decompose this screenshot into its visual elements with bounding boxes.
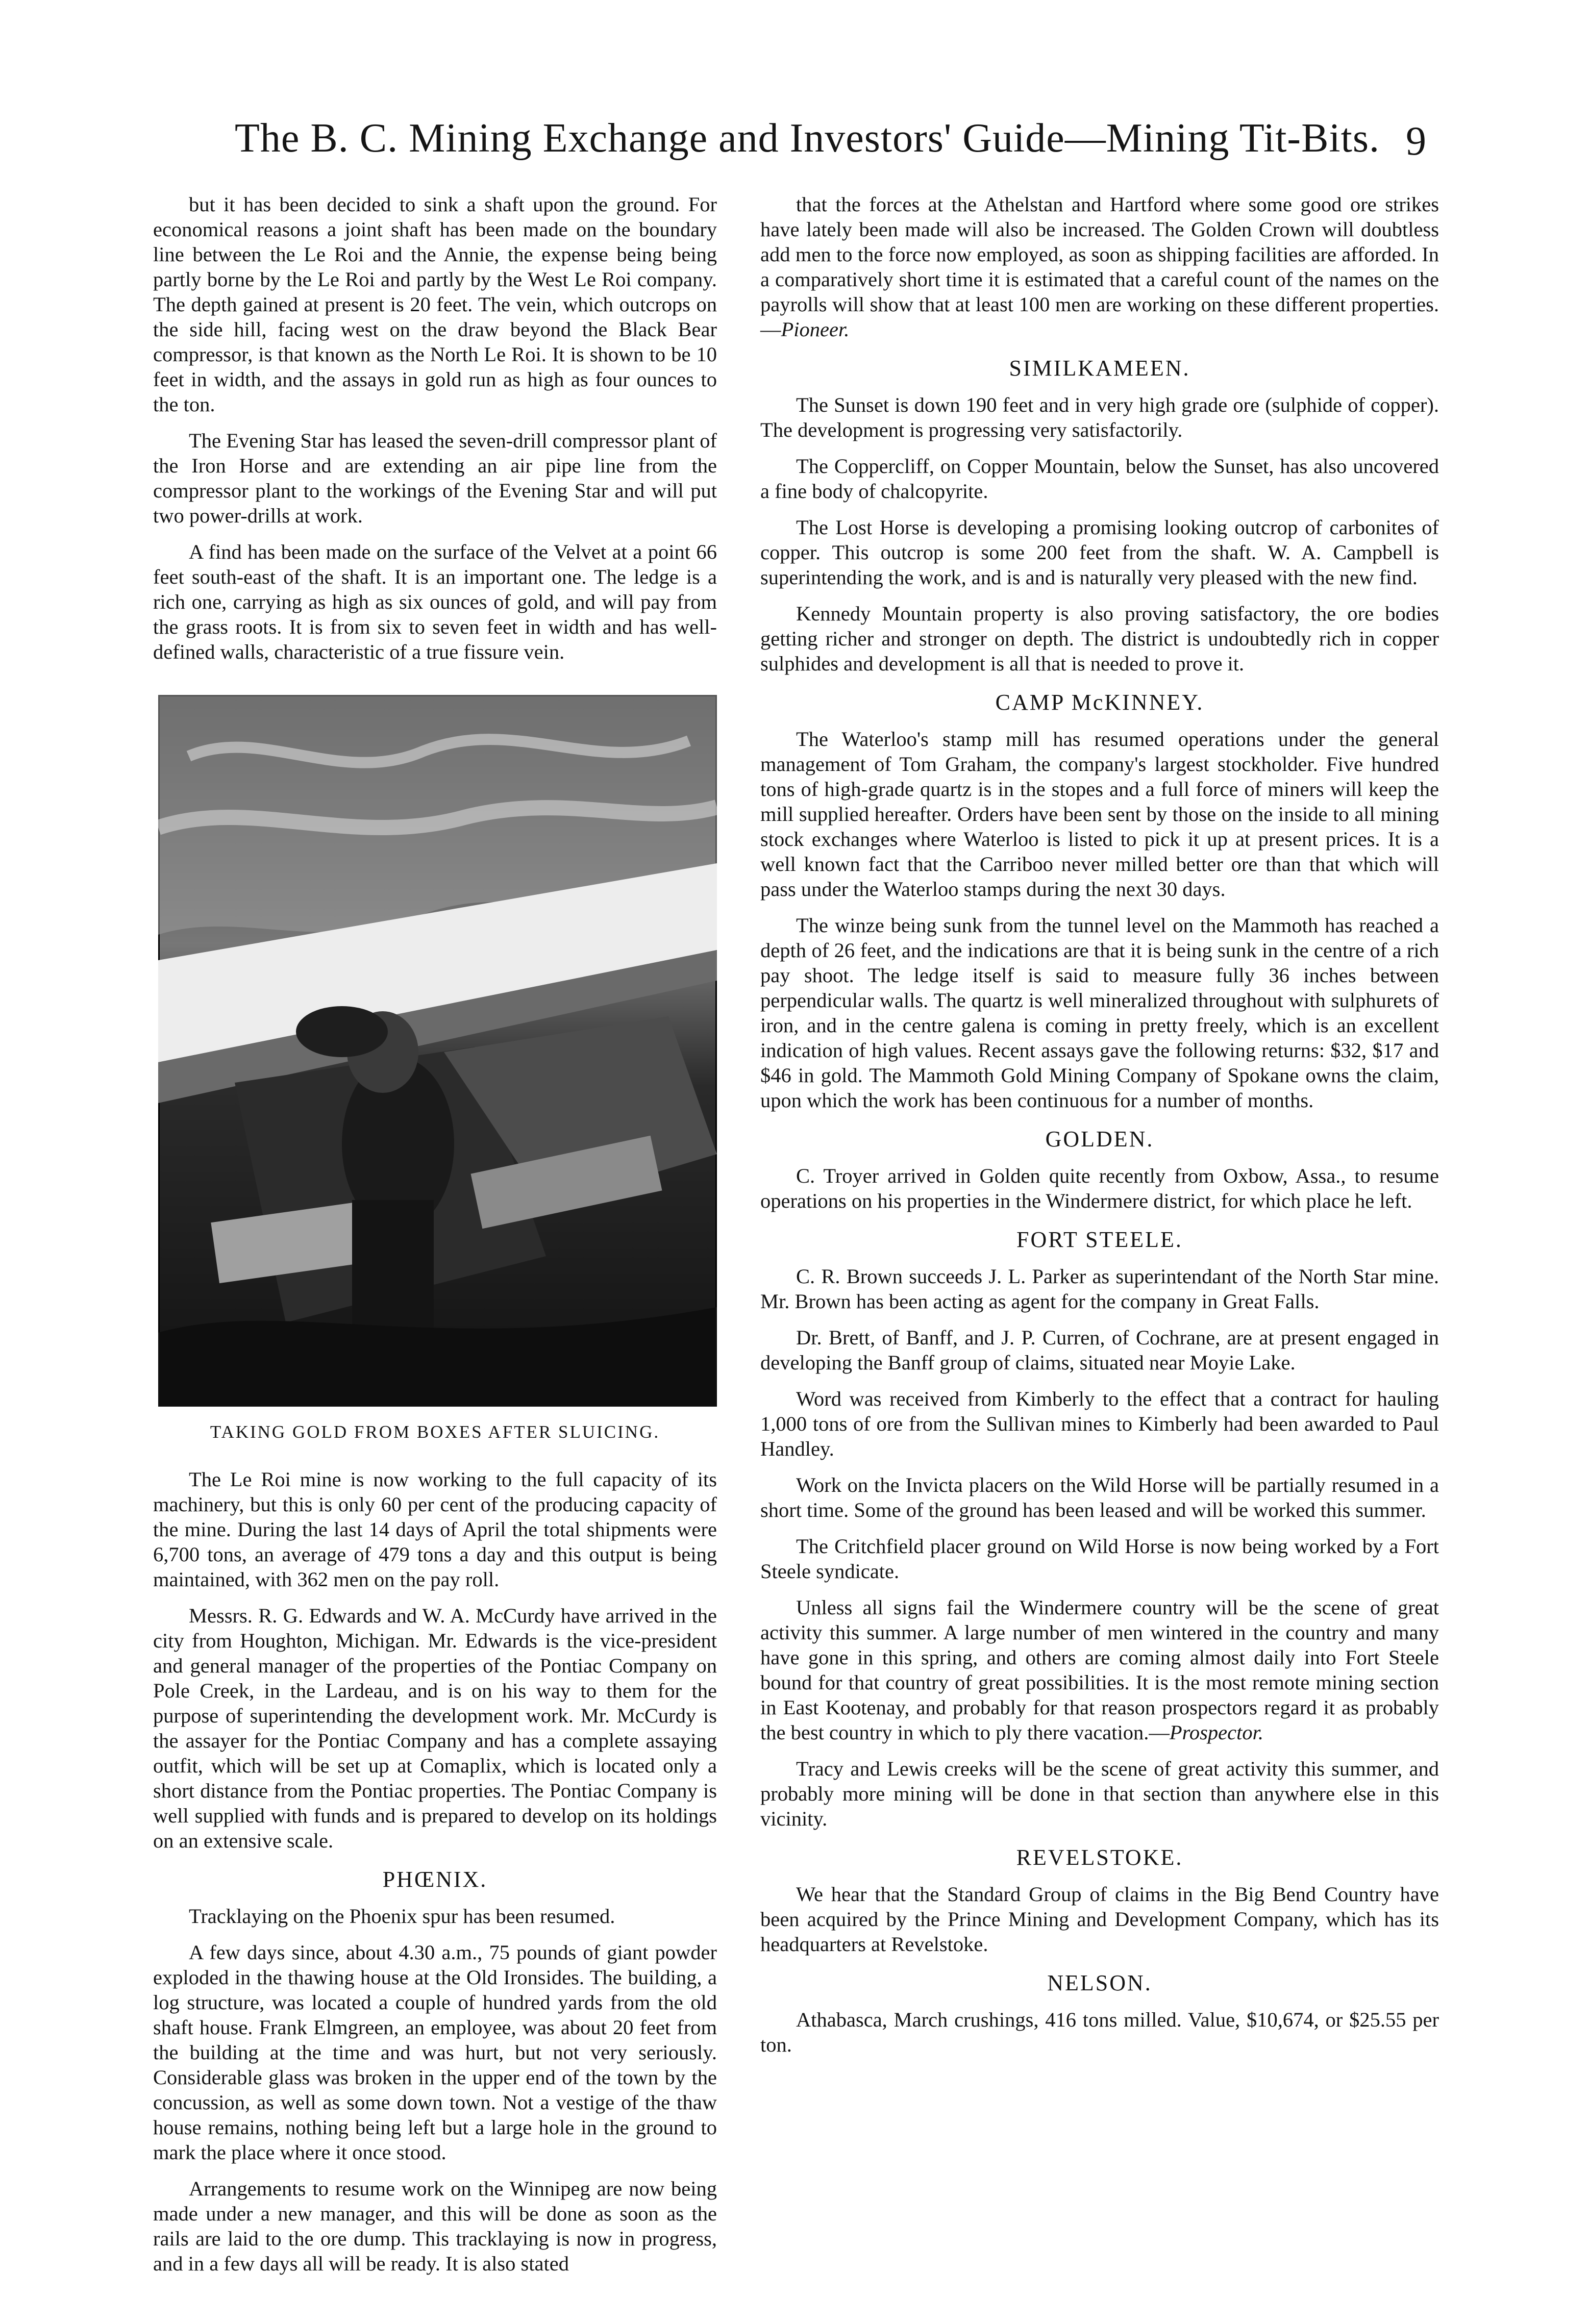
article-paragraph: that the forces at the Athelstan and Hartford where some good ore strikes have lately been made will also be increased. The Golden Crown will doubtless add men to the force now employed, as soon as shipping facilities are afforded. In a comparatively short time it is estimated that a careful count of the names on the payrolls will show that at least 100 men are working on these different properties.—Pioneer. <box>760 193 1439 341</box>
section-heading-similkameen: SIMILKAMEEN. <box>1009 356 1190 381</box>
article-paragraph: Athabasca, March crushings, 416 tons milled. Value, $10,674, or $25.55 per ton. <box>760 2008 1439 2056</box>
source-credit: Pioneer. <box>781 318 850 341</box>
right-column <box>760 192 1439 2068</box>
article-paragraph: The Sunset is down 190 feet and in very high grade ore (sulphide of copper). The development is progressing very satisfactorily. <box>760 393 1439 441</box>
paragraph-text: Unless all signs fail the Windermere country will be the scene of great activity this summer. A large number of men wintered in the country and many have gone in this spring, and others are coming almost daily into Fort Steele bound for that country of great possibilities. It is the most remote mining section in East Kootenay, and probably for that reason prospectors regard it as probably the best country in which to ply there vacation. <box>760 1596 1439 1744</box>
section-heading-revelstoke: REVELSTOKE. <box>1016 1845 1183 1870</box>
article-paragraph: Tracy and Lewis creeks will be the scene of great activity this summer, and probably more mining will be done in that section than anywhere else in this vicinity. <box>760 1757 1439 1830</box>
article-paragraph: The Le Roi mine is now working to the full capacity of its machinery, but this is only 60 per cent of the producing capacity of the mine. During the last 14 days of April the total shipments were 6,700 tons, an average of 479 tons a day and this output is being maintained, with 362 men on the pay roll. <box>153 1468 717 1591</box>
section-heading-nelson: NELSON. <box>1047 1970 1152 1995</box>
article-paragraph: The Evening Star has leased the seven-drill compressor plant of the Iron Horse and are extending an air pipe line from the compressor plant to the workings of the Evening Star and will put two power-drills at work. <box>153 429 717 527</box>
photo-illustration <box>158 695 717 1407</box>
article-paragraph: Work on the Invicta placers on the Wild Horse will be partially resumed in a short time. Some of the ground has been leased and will be worked this summer. <box>760 1473 1439 1521</box>
article-paragraph: Arrangements to resume work on the Winnipeg are now being made under a new manager, and this will be done as soon as the rails are laid to the ore dump. This tracklaying is now in progress, and in a few days all will be ready. It is also stated <box>153 2177 717 2275</box>
article-paragraph: The Coppercliff, on Copper Mountain, below the Sunset, has also uncovered a fine body of chalcopyrite. <box>760 455 1439 503</box>
article-paragraph: C. R. Brown succeeds J. L. Parker as superintendant of the North Star mine. Mr. Brown has been acting as agent for the company in Great Falls. <box>760 1265 1439 1313</box>
section-heading-camp-mckinney: CAMP McKINNEY. <box>995 690 1204 715</box>
article-paragraph: C. Troyer arrived in Golden quite recently from Oxbow, Assa., to resume operations on his properties in the Windermere district, for which place he left. <box>760 1164 1439 1212</box>
article-paragraph: Word was received from Kimberly to the effect that a contract for hauling 1,000 tons of ore from the Sullivan mines to Kimberly had been awarded to Paul Handley. <box>760 1387 1439 1460</box>
article-paragraph: The Critchfield placer ground on Wild Horse is now being worked by a Fort Steele syndicate. <box>760 1535 1439 1583</box>
source-credit: Prospector. <box>1169 1721 1264 1744</box>
paragraph-text: that the forces at the Athelstan and Hartford where some good ore strikes have lately been made will also be increased. The Golden Crown will doubtless add men to the force now employed, as soon as shipping facilities are afforded. In a comparatively short time it is estimated that a careful count of the names on the payrolls will show that at least 100 men are working on these different properties. <box>760 193 1439 316</box>
article-paragraph: Messrs. R. G. Edwards and W. A. McCurdy have arrived in the city from Houghton, Michigan. Mr. Edwards is the vice-president and general manager of the properties of the Pontiac Company on Pole Creek, in the Lardeau, and is on his way to them for the purpose of superintending the development work. Mr. McCurdy is the assayer for the Pontiac Company and has a complete assaying outfit, which will be set up at Comaplix, which is located only a short distance from the Pontiac properties. The Pontiac Company is well supplied with funds and is prepared to develop on its holdings on an extensive scale. <box>153 1604 717 1852</box>
article-paragraph: Kennedy Mountain property is also proving satisfactory, the ore bodies getting richer and stronger on depth. The district is undoubtedly rich in copper sulphides and development is all that is needed to prove it. <box>760 602 1439 675</box>
section-heading-fort-steele: FORT STEELE. <box>1016 1227 1183 1252</box>
article-paragraph: The Lost Horse is developing a promising looking outcrop of carbonites of copper. This outcrop is some 200 feet from the shaft. W. A. Campbell is superintending the work, and is and is naturally very pleased with the new find. <box>760 516 1439 589</box>
section-heading-phoenix: PHŒNIX. <box>382 1867 488 1892</box>
page-header <box>0 115 1589 177</box>
sluicing-photograph <box>158 695 717 1407</box>
figure-caption: TAKING GOLD FROM BOXES AFTER SLUICING. <box>210 1422 660 1442</box>
article-paragraph: Tracklaying on the Phoenix spur has been resumed. <box>189 1905 615 1928</box>
article-paragraph: Unless all signs fail the Windermere country will be the scene of great activity this summer. A large number of men wintered in the country and many have gone in this spring, and others are coming almost daily into Fort Steele bound for that country of great possibilities. It is the most remote mining section in East Kootenay, and probably for that reason prospectors regard it as probably the best country in which to ply there vacation.—Prospector. <box>760 1596 1439 1744</box>
article-paragraph: Dr. Brett, of Banff, and J. P. Curren, of Cochrane, are at present engaged in developing the Banff group of claims, situated near Moyie Lake. <box>760 1326 1439 1374</box>
running-title: The B. C. Mining Exchange and Investors' Guide—Mining Tit-Bits. <box>235 116 1380 161</box>
article-paragraph: The Waterloo's stamp mill has resumed operations under the general management of Tom Graham, the company's largest stockholder. Five hundred tons of high-grade quartz is in the stopes and a full force of miners will keep the mill supplied hereafter. Orders have been sent by those on the inside to all mining stock exchanges where Waterloo is listed to pick it up at present prices. It is a well known fact that the Carriboo never milled better ore than that which will pass under the Waterloo stamps during the next 30 days. <box>760 728 1439 901</box>
article-paragraph: A find has been made on the surface of the Velvet at a point 66 feet south-east of the shaft. It is an important one. The ledge is a rich one, carrying as high as six ounces of gold, and will pay from the grass roots. It is from six to seven feet in width and has well-defined walls, characteristic of a true fissure vein. <box>153 540 717 663</box>
page-number: 9 <box>1406 119 1426 164</box>
article-paragraph: but it has been decided to sink a shaft upon the ground. For economical reasons a joint shaft has been made on the boundary line between the Le Roi and the Annie, the expense being being partly borne by the Le Roi and partly by the West Le Roi company. The depth gained at present is 20 feet. The vein, which outcrops on the side hill, facing west on the draw beyond the Black Bear compressor, is that known as the North Le Roi. It is shown to be 10 feet in width, and the assays in gold run as high as four ounces to the ton. <box>153 193 717 416</box>
section-heading-golden: GOLDEN. <box>1045 1127 1154 1152</box>
article-paragraph: A few days since, about 4.30 a.m., 75 pounds of giant powder exploded in the thawing house at the Old Ironsides. The building, a log structure, was located a couple of hundred yards from the old shaft house. Frank Elmgreen, an employee, was about 20 feet from the building at the time and was hurt, but not very seriously. Considerable glass was broken in the upper end of the town by the concussion, as well as some down town. Not a vestige of the thaw house remains, nothing being left but a large hole in the ground to mark the place where it once stood. <box>153 1941 717 2164</box>
left-column <box>153 192 717 2287</box>
article-paragraph: We hear that the Standard Group of claims in the Big Bend Country have been acquired by the Prince Mining and Development Company, which has its headquarters at Revelstoke. <box>760 1883 1439 1956</box>
article-paragraph: The winze being sunk from the tunnel level on the Mammoth has reached a depth of 26 feet, and the indications are that it is being sunk in the centre of a rich pay shoot. The ledge itself is said to measure fully 36 inches between perpendicular walls. The quartz is well mineralized throughout with sulphurets of iron, and in the centre galena is coming in pretty freely, which is an excellent indication of high values. Recent assays gave the following returns: $32, $17 and $46 in gold. The Mammoth Gold Mining Company of Spokane owns the claim, upon which the work has been continuous for a number of months. <box>760 914 1439 1112</box>
